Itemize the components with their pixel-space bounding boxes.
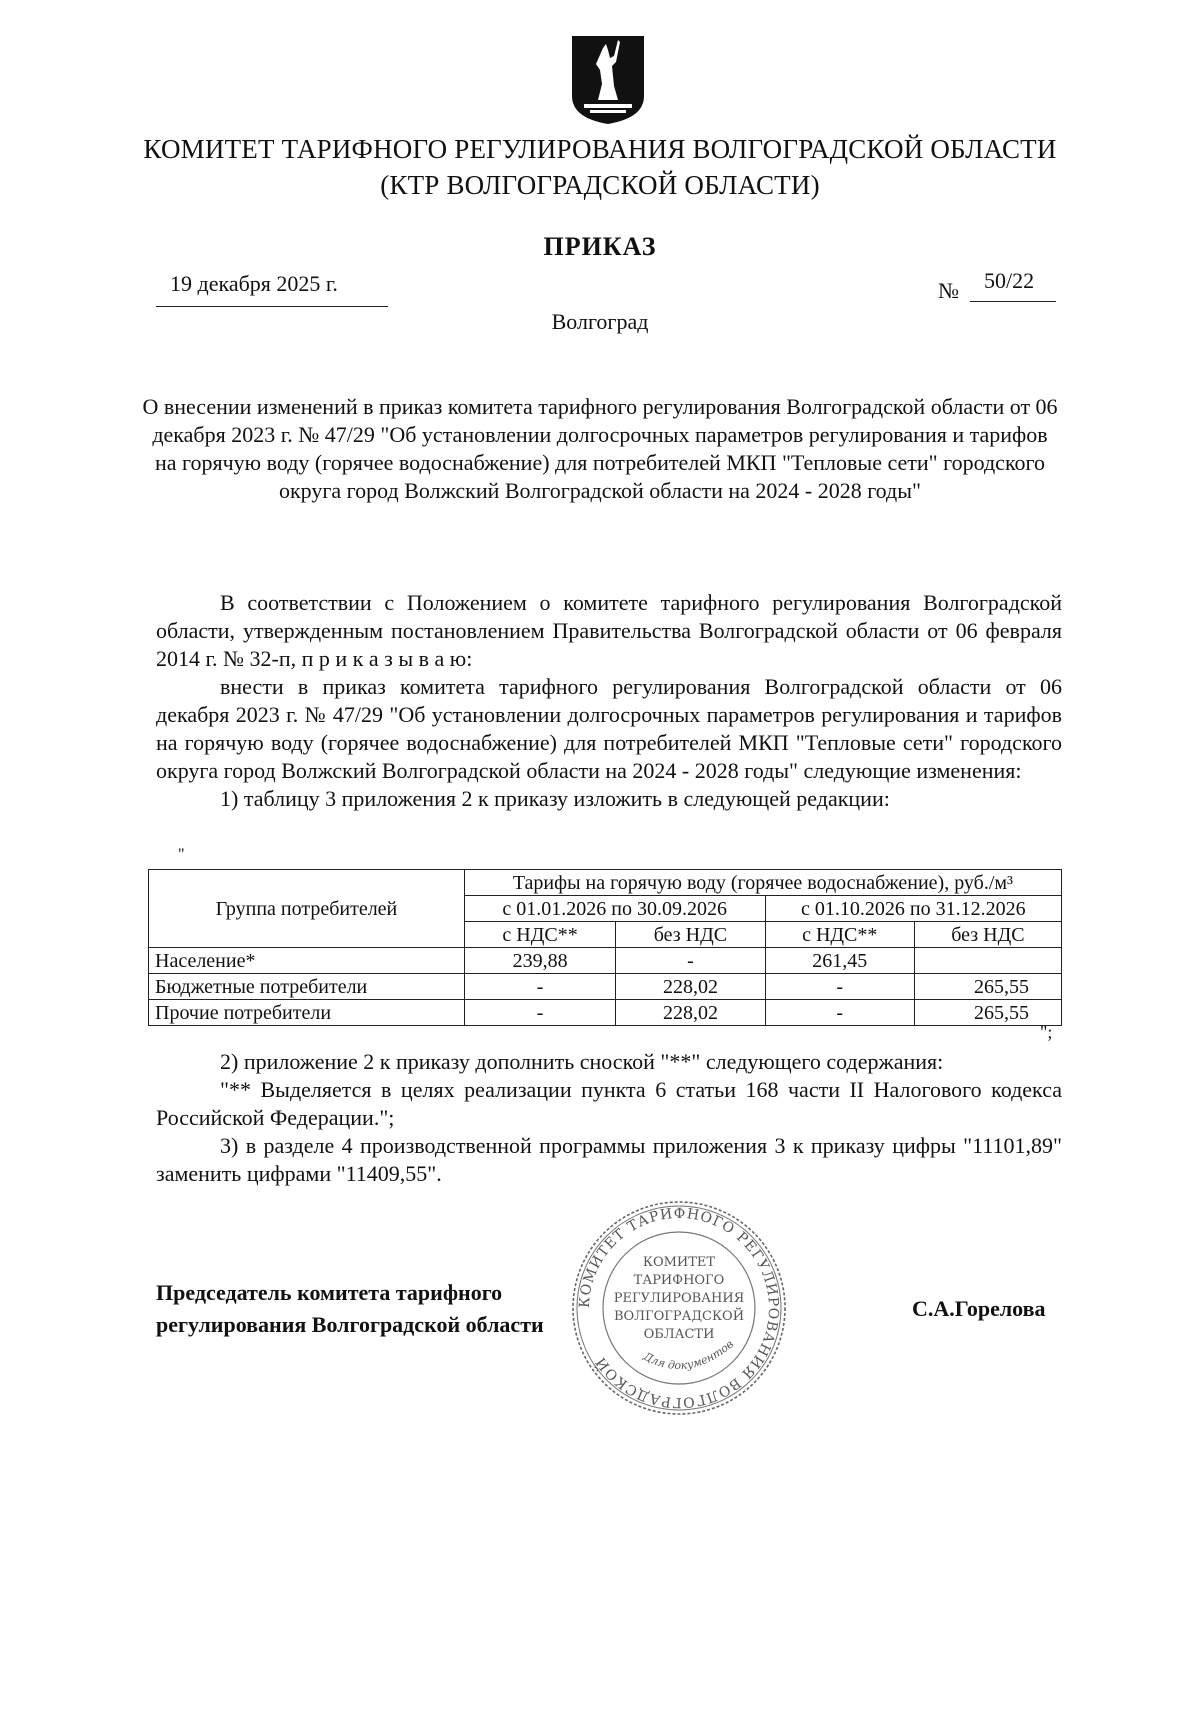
- document-date: 19 декабря 2025 г.: [170, 271, 338, 296]
- tariff-header: Тарифы на горячую воду (горячее водоснабжение), руб./м³: [464, 870, 1061, 896]
- table-header-row: [149, 870, 1062, 896]
- row-p2-vat: -: [765, 1000, 914, 1026]
- document-city: Волгоград: [551, 309, 649, 334]
- row-p2-novat: 265,55: [914, 974, 1061, 1000]
- body-section-1: [156, 589, 1062, 813]
- p2-without-vat-header: без НДС: [914, 922, 1061, 948]
- organization-name: КОМИТЕТ ТАРИФНОГО РЕГУЛИРОВАНИЯ ВОЛГОГРАДСКОЙ ОБЛАСТИ: [143, 134, 1057, 164]
- table-row: [149, 948, 1062, 974]
- footnote-text: "** Выделяется в целях реализации пункта 6 статьи 168 части II Налогового кодекса Российской Федерации.";: [156, 1077, 1062, 1130]
- period-1-header: с 01.01.2026 по 30.09.2026: [464, 896, 765, 922]
- body-section-2: [156, 1048, 1062, 1188]
- quote-open-mark: ": [178, 846, 185, 863]
- signer-position-line2: регулирования Волгоградской области: [156, 1312, 544, 1337]
- row-group: Бюджетные потребители: [149, 974, 465, 1000]
- document-number: 50/22: [984, 268, 1035, 293]
- signer-name: С.А.Горелова: [912, 1296, 1046, 1321]
- row-p2-novat: [914, 948, 1061, 974]
- p1-with-vat-header: с НДС**: [464, 922, 615, 948]
- preamble-paragraph: В соответствии с Положением о комитете тарифного регулирования Волгоградской области, утвержденным постановлением Правительства Волгоградской области от 06 февраля 2014 г. № 32-п, п р и к а з ы в а ю:: [156, 590, 1062, 671]
- row-group: Население*: [149, 948, 465, 974]
- table-row: [149, 1000, 1062, 1026]
- signer-position-line1: Председатель комитета тарифного: [156, 1280, 503, 1305]
- signer-position: [156, 1277, 544, 1341]
- row-p2-vat: -: [765, 974, 914, 1000]
- item-1: 1) таблицу 3 приложения 2 к приказу изложить в следующей редакции:: [220, 786, 890, 811]
- item-3: 3) в разделе 4 производственной программы приложения 3 к приказу цифры "11101,89" заменить цифрами "11409,55".: [156, 1133, 1062, 1186]
- row-p1-novat: -: [616, 948, 765, 974]
- tariff-table: [148, 869, 1062, 1026]
- document-subject: О внесении изменений в приказ комитета тарифного регулирования Волгоградской области от 06 декабря 2023 г. № 47/29 "Об установлении долгосрочных параметров регулирования и тарифов на горячую воду (горячее водоснабжение) для потребителей МКП "Тепловые сети" городского округа город Волжский Волгоградской области на 2024 - 2028 годы": [142, 394, 1058, 503]
- item-2: 2) приложение 2 к приказу дополнить сноской "**" следующего содержания:: [220, 1049, 944, 1074]
- stamp-line-2: ТАРИФНОГО: [633, 1273, 725, 1288]
- stamp-line-4: ВОЛГОГРАДСКОЙ: [613, 1309, 745, 1324]
- official-stamp: [567, 1196, 791, 1420]
- stamp-line-6: Для документов: [641, 1337, 737, 1373]
- p1-without-vat-header: без НДС: [616, 922, 765, 948]
- row-p2-vat: 261,45: [765, 948, 914, 974]
- svg-text:Для документов: [640, 1337, 736, 1372]
- stamp-line-5: ОБЛАСТИ: [643, 1327, 715, 1342]
- coat-of-arms-icon: [570, 34, 646, 126]
- organization-abbreviation: (КТР ВОЛГОГРАДСКОЙ ОБЛАСТИ): [380, 170, 820, 200]
- stamp-ring-text: КОМИТЕТ ТАРИФНОГО РЕГУЛИРОВАНИЯ ВОЛГОГРАДСКОЙ: [576, 1205, 782, 1411]
- p2-with-vat-header: с НДС**: [765, 922, 914, 948]
- number-underline: [970, 301, 1056, 302]
- row-group: Прочие потребители: [149, 1000, 465, 1026]
- row-p1-novat: 228,02: [616, 974, 765, 1000]
- document-title: ПРИКАЗ: [543, 232, 657, 261]
- order-paragraph: внести в приказ комитета тарифного регулирования Волгоградской области от 06 декабря 2023 г. № 47/29 "Об установлении долгосрочных параметров регулирования и тарифов на горячую воду (горячее водоснабжение) для потребителей МКП "Тепловые сети" городского округа город Волжский Волгоградской области на 2024 - 2028 годы" следующие изменения:: [156, 674, 1062, 783]
- row-p2-novat: 265,55: [914, 1000, 1061, 1026]
- date-underline: [156, 306, 388, 307]
- row-p1-novat: 228,02: [616, 1000, 765, 1026]
- table-row: [149, 974, 1062, 1000]
- row-p1-vat: -: [464, 974, 615, 1000]
- quote-close-mark: ";: [1040, 1022, 1053, 1042]
- group-header: Группа потребителей: [149, 870, 465, 948]
- row-p1-vat: -: [464, 1000, 615, 1026]
- stamp-line-1: КОМИТЕТ: [642, 1255, 716, 1270]
- stamp-line-3: РЕГУЛИРОВАНИЯ: [613, 1291, 745, 1306]
- period-2-header: с 01.10.2026 по 31.12.2026: [765, 896, 1061, 922]
- row-p1-vat: 239,88: [464, 948, 615, 974]
- number-label: №: [938, 278, 959, 303]
